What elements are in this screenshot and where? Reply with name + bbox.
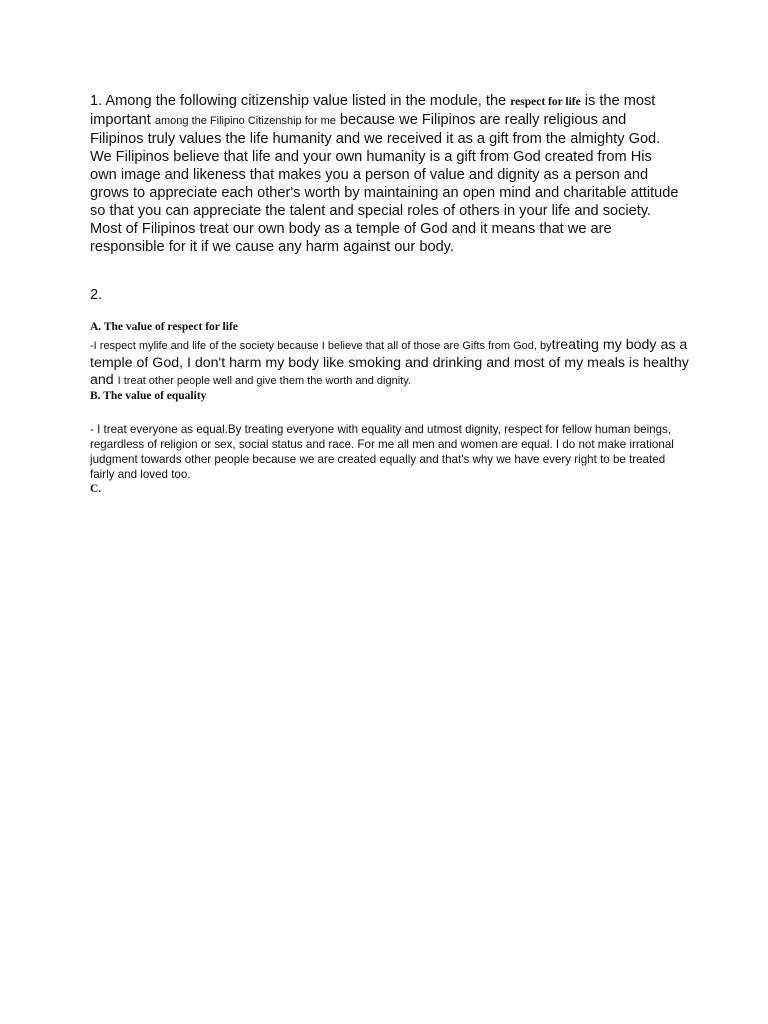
answer-2-number: 2. (90, 287, 103, 303)
answer-1-text-c: because we Filipinos are really religious and Filipinos truly values the life humanity and we received it as a gift from the almighty God. We Filipinos believe that life and your own humanity is a gift from God created from His own image and likeness that makes you a person of value and dignity as a person and grows to appreciate each other's worth by maintaining an open mind and charitable attitude so that you can appreciate the talent and special roles of others in your life and society. Most of Filipinos treat our own body as a temple of God and it means that we are responsible for it if we cause any harm against our body. (90, 112, 679, 255)
answer-1-highlight: respect for life (510, 96, 581, 108)
answer-1-small-text: among the Filipino Citizenship for me (154, 115, 336, 127)
heading-c: C. (90, 483, 102, 495)
heading-respect-for-life: A. The value of respect for life (90, 321, 238, 333)
answer-1-paragraph (90, 92, 680, 256)
respect-for-life-small-text-2: I treat other people well and give them the worth and dignity. (117, 375, 411, 388)
respect-for-life-large-text: treating my body as a temple of God, I don't harm my body like smoking and drinking and most of my meals is healthy and (90, 337, 689, 389)
respect-for-life-paragraph (90, 337, 690, 391)
respect-for-life-small-text: -I respect mylife and life of the society because I believe that all of those are Gifts from God, by (90, 340, 552, 352)
answer-1-text-a: 1. Among the following citizenship value listed in the module, the (90, 93, 511, 109)
answer-1-text-b: is the most important (90, 93, 656, 128)
equality-paragraph: - I treat everyone as equal.By treating everyone with equality and utmost dignity, respect for fellow human beings, regardless of religion or sex, social status and race. For me all men and women are equal. I do not make irrational judgment towards other people because we are created equally and that's why we have every right to be treated fairly and loved too. (90, 423, 674, 481)
heading-equality: B. The value of equality (90, 390, 207, 402)
